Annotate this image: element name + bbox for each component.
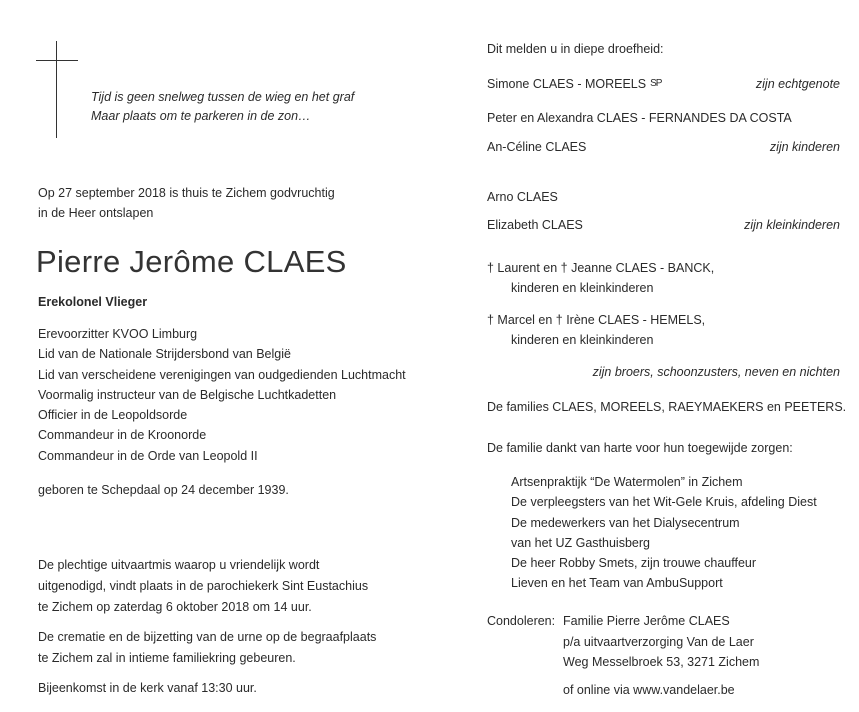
thanks-item: van het UZ Gasthuisberg [511,535,650,550]
poem-line-2: Maar plaats om te parkeren in de zon… [91,109,311,123]
thanks-item: De medewerkers van het Dialysecentrum [511,515,740,530]
death-notice-line-2: in de Heer ontslapen [38,206,154,220]
thanks-list [511,472,817,594]
birth-info: geboren te Schepdaal op 24 december 1939. [38,483,289,497]
title-item: Commandeur in de Orde van Leopold II [38,448,258,463]
title-item: Officier in de Leopoldsorde [38,408,188,423]
thanks-item: Artsenpraktijk “De Watermolen” in Zichem [511,475,743,489]
spouse-name-text: Simone CLAES - MOREELS [487,77,647,91]
cremation-line-1: De crematie en de bijzetting van de urne op de begraafplaats [38,630,377,644]
spouse-role: zijn echtgenote [755,77,840,91]
condolences-line-2: p/a uitvaartverzorging Van de Laer [563,635,754,649]
thanks-item: Lieven en het Team van AmbuSupport [511,576,723,591]
siblings-2-line-2: kinderen en kleinkinderen [511,333,654,347]
siblings-role: zijn broers, schoonzusters, neven en nichten [592,365,840,379]
condolences-line-1: Familie Pierre Jerôme CLAES [563,614,730,628]
title-item: Commandeur in de Kroonorde [38,428,207,443]
death-notice-line-1: Op 27 september 2018 is thuis te Zichem godvruchtig [38,186,335,200]
siblings-1-line-1: † Laurent en † Jeanne CLAES - BANCK, [487,261,715,275]
title-item: Lid van de Nationale Strijdersbond van België [38,347,291,362]
title-item: Lid van verscheidene verenigingen van oudgedienden Luchtmacht [38,367,406,382]
title-item: Erevoorzitter KVOO Limburg [38,327,198,341]
announcement-intro: Dit melden u in diepe droefheid: [487,42,664,56]
child-2: An-Céline CLAES [487,140,587,154]
titles-list [38,324,406,466]
condolences-label: Condoleren: [487,614,556,628]
title-item: Voormalig instructeur van de Belgische Luchtkadetten [38,387,337,402]
funeral-line-3: te Zichem op zaterdag 6 oktober 2018 om 14 uur. [38,600,312,614]
poem-line-1: Tijd is geen snelweg tussen de wieg en het graf [91,90,355,104]
cross-icon-bar [36,60,78,61]
children-role: zijn kinderen [769,140,840,154]
child-1: Peter en Alexandra CLAES - FERNANDES DA COSTA [487,111,792,125]
thanks-item: De heer Robby Smets, zijn trouwe chauffeur [511,556,757,571]
spouse-name [487,76,661,92]
deceased-name: Pierre Jerôme CLAES [36,244,347,279]
funeral-line-2: uitgenodigd, vindt plaats in de parochiekerk Sint Eustachius [38,579,369,593]
funeral-line-1: De plechtige uitvaartmis waarop u vriendelijk wordt [38,558,320,572]
siblings-1-line-2: kinderen en kleinkinderen [511,281,654,295]
siblings-2-line-1: † Marcel en † Irène CLAES - HEMELS, [487,313,706,327]
thanks-intro: De familie dankt van harte voor hun toegewijde zorgen: [487,441,793,455]
grandchildren-role: zijn kleinkinderen [744,218,840,232]
gathering-info: Bijeenkomst in de kerk vanaf 13:30 uur. [38,681,257,695]
thanks-item: De verpleegsters van het Wit-Gele Kruis, afdeling Diest [511,495,817,510]
condolences-online-link[interactable]: of online via www.vandelaer.be [563,683,735,697]
condolences-line-3: Weg Messelbroek 53, 3271 Zichem [563,655,760,669]
families: De families CLAES, MOREELS, RAEYMAEKERS en PEETERS. [487,400,847,414]
grandchild-1: Arno CLAES [487,190,558,204]
grandchild-2: Elizabeth CLAES [487,218,583,232]
cross-icon [56,41,57,138]
cremation-line-2: te Zichem zal in intieme familiekring gebeuren. [38,651,296,665]
rank: Erekolonel Vlieger [38,295,148,309]
spouse-symbol: SP [650,78,662,89]
